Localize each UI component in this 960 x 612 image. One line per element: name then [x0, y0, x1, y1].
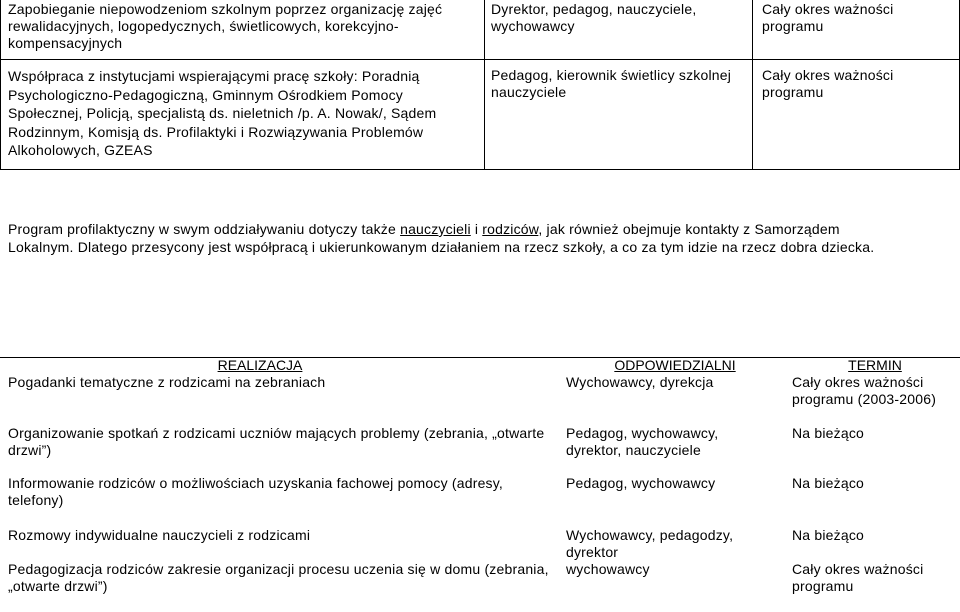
- paragraph-text: i: [470, 221, 483, 237]
- column-header-realizacja: REALIZACJA: [217, 357, 303, 373]
- table-row-odpowiedzialni: Pedagog, wychowawcy, dyrektor, nauczyciele: [566, 425, 719, 458]
- table-row-realizacja: Pedagogizacja rodziców zakresie organizacji procesu uczenia się w domu (zebrania, „otwarte drzwi”): [8, 561, 549, 594]
- table-row-odpowiedzialni: Wychowawcy, pedagodzy, dyrektor: [566, 527, 734, 560]
- term-text: Cały okres ważności programu: [762, 1, 894, 34]
- task-text: Współpraca z instytucjami wspierającymi pracę szkoły: Poradnią Psychologiczno-Pedagogiczną, Gminnym Ośrodkiem Pomocy Społecznej, Policją, specjalistą ds. nieletnich /p. A. Nowak/, Sądem Rodzinnym, Komisją ds. Profilaktyki i Rozwiązywania Problemów Alkoholowych, GZEAS: [8, 68, 437, 158]
- paragraph-text: , jak również obejmuje kontakty z Samorządem Lokalnym. Dlatego przesycony jest współpracą i ukierunkowanym działaniem na rzecz szkoły, a co za tym idzie na rzecz dobra dziecka.: [8, 221, 875, 255]
- table-border: [484, 0, 485, 170]
- table-row-realizacja: Informowanie rodziców o możliwościach uzyskania fachowej pomocy (adresy, telefony): [8, 475, 504, 508]
- table-row-divider: [0, 169, 960, 170]
- term-text: Cały okres ważności programu: [762, 67, 894, 100]
- table-row-odpowiedzialni: wychowawcy: [566, 561, 650, 577]
- table-row-divider: [0, 59, 960, 60]
- task-text: Zapobieganie niepowodzeniom szkolnym poprzez organizację zajęć rewalidacyjnych, logopedycznych, świetlicowych, korekcyjno-kompensacyjnych: [8, 1, 443, 51]
- table-row-termin: Na bieżąco: [792, 425, 865, 441]
- table-row-termin: Cały okres ważności programu: [792, 561, 924, 594]
- table-border: [752, 0, 753, 170]
- table-border: [0, 0, 1, 170]
- responsible-text: Dyrektor, pedagog, nauczyciele, wychowawcy: [491, 1, 697, 34]
- column-header-odpowiedzialni: ODPOWIEDZIALNI: [614, 357, 736, 373]
- table-row-odpowiedzialni: Pedagog, wychowawcy: [566, 475, 716, 491]
- table-row-realizacja: Pogadanki tematyczne z rodzicami na zebraniach: [8, 374, 326, 390]
- table-row-termin: Cały okres ważności programu (2003-2006): [792, 374, 937, 407]
- paragraph-text: Program profilaktyczny w swym oddziaływaniu dotyczy także: [8, 221, 401, 237]
- parents-link[interactable]: rodziców: [482, 221, 539, 237]
- table-row-odpowiedzialni: Wychowawcy, dyrekcja: [566, 374, 714, 390]
- body-paragraph: [8, 221, 908, 256]
- table-row-termin: Na bieżąco: [792, 527, 865, 543]
- teachers-link[interactable]: nauczycieli: [400, 221, 471, 237]
- table-row-termin: Na bieżąco: [792, 475, 865, 491]
- table-row-realizacja: Organizowanie spotkań z rodzicami uczniów mających problemy (zebrania, „otwarte drzwi”): [8, 425, 545, 458]
- table-row-realizacja: Rozmowy indywidualne nauczycieli z rodzicami: [8, 527, 311, 543]
- column-header-termin: TERMIN: [848, 357, 902, 373]
- responsible-text: Pedagog, kierownik świetlicy szkolnej nauczyciele: [491, 67, 732, 100]
